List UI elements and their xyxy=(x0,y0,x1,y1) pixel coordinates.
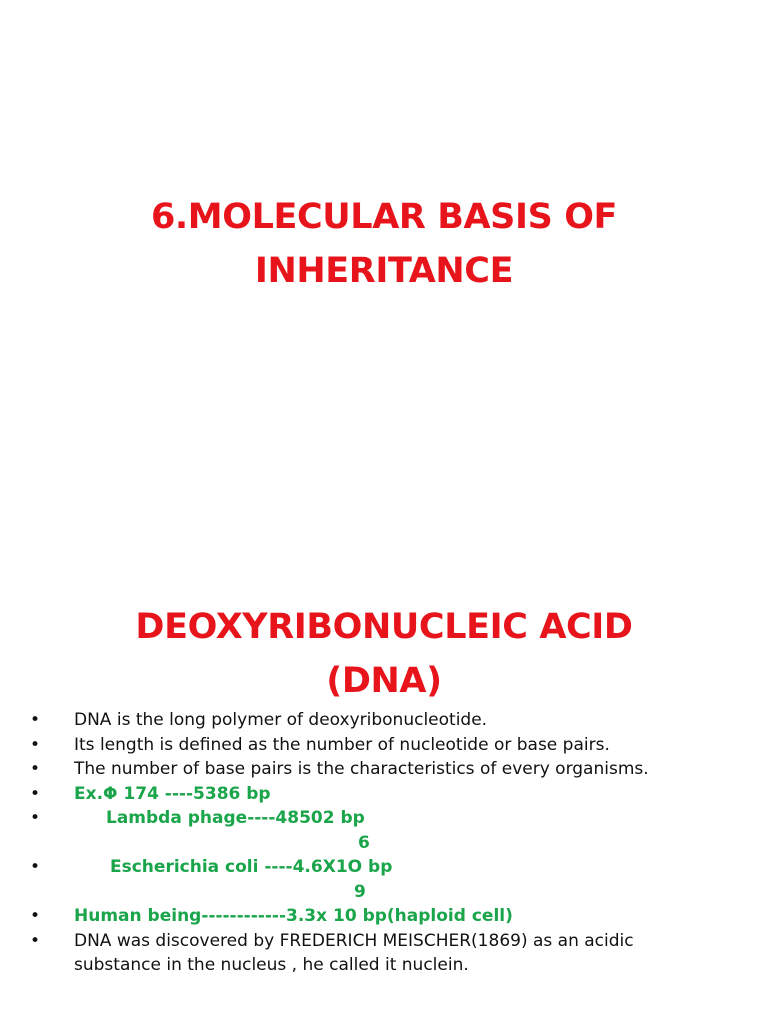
exponent-text: 9 xyxy=(354,881,366,902)
bullet-icon: • xyxy=(30,783,41,804)
bullet-text: Its length is defined as the number of nucleotide or base pairs. xyxy=(74,734,610,755)
bullet-text: Ex.Φ 174 ----5386 bp xyxy=(74,783,271,804)
list-item xyxy=(30,757,760,782)
bullet-text: DNA is the long polymer of deoxyribonucleotide. xyxy=(74,710,488,730)
bullet-text: Human being------------3.3x 10 bp(haploid cell) xyxy=(74,906,513,926)
list-item xyxy=(30,855,760,880)
bullet-icon: • xyxy=(30,734,41,755)
slide-title-line-1: 6.MOLECULAR BASIS OF xyxy=(150,197,618,237)
bullet-text: Escherichia coli ----4.6X1O bp xyxy=(110,857,393,877)
section-heading xyxy=(0,600,768,708)
list-item xyxy=(30,806,760,831)
bullet-list xyxy=(30,708,760,978)
bullet-text-continued: substance in the nucleus , he called it nuclein. xyxy=(74,955,469,975)
bullet-text: Lambda phage----48502 bp xyxy=(106,808,365,828)
slide-title-line-2: INHERITANCE xyxy=(254,251,514,291)
list-item xyxy=(30,708,760,733)
list-item xyxy=(30,733,760,758)
bullet-icon: • xyxy=(30,710,41,730)
slide-title xyxy=(0,190,768,298)
section-heading-line-2: (DNA) xyxy=(326,661,442,701)
exponent-text: 6 xyxy=(358,832,370,853)
bullet-text: DNA was discovered by FREDERICH MEISCHER(1869) as an acidic xyxy=(74,930,634,951)
bullet-icon: • xyxy=(30,906,41,926)
list-item xyxy=(30,782,760,807)
section-heading-line-1: DEOXYRIBONUCLEIC ACID xyxy=(135,607,633,647)
bullet-icon: • xyxy=(30,857,41,877)
bullet-icon: • xyxy=(30,808,41,828)
bullet-icon: • xyxy=(30,930,41,951)
list-item xyxy=(30,904,760,929)
bullet-text: The number of base pairs is the characteristics of every organisms. xyxy=(74,759,649,779)
list-item xyxy=(30,929,760,978)
bullet-icon: • xyxy=(30,759,41,779)
exponent-line xyxy=(30,831,760,856)
exponent-line xyxy=(30,880,760,905)
